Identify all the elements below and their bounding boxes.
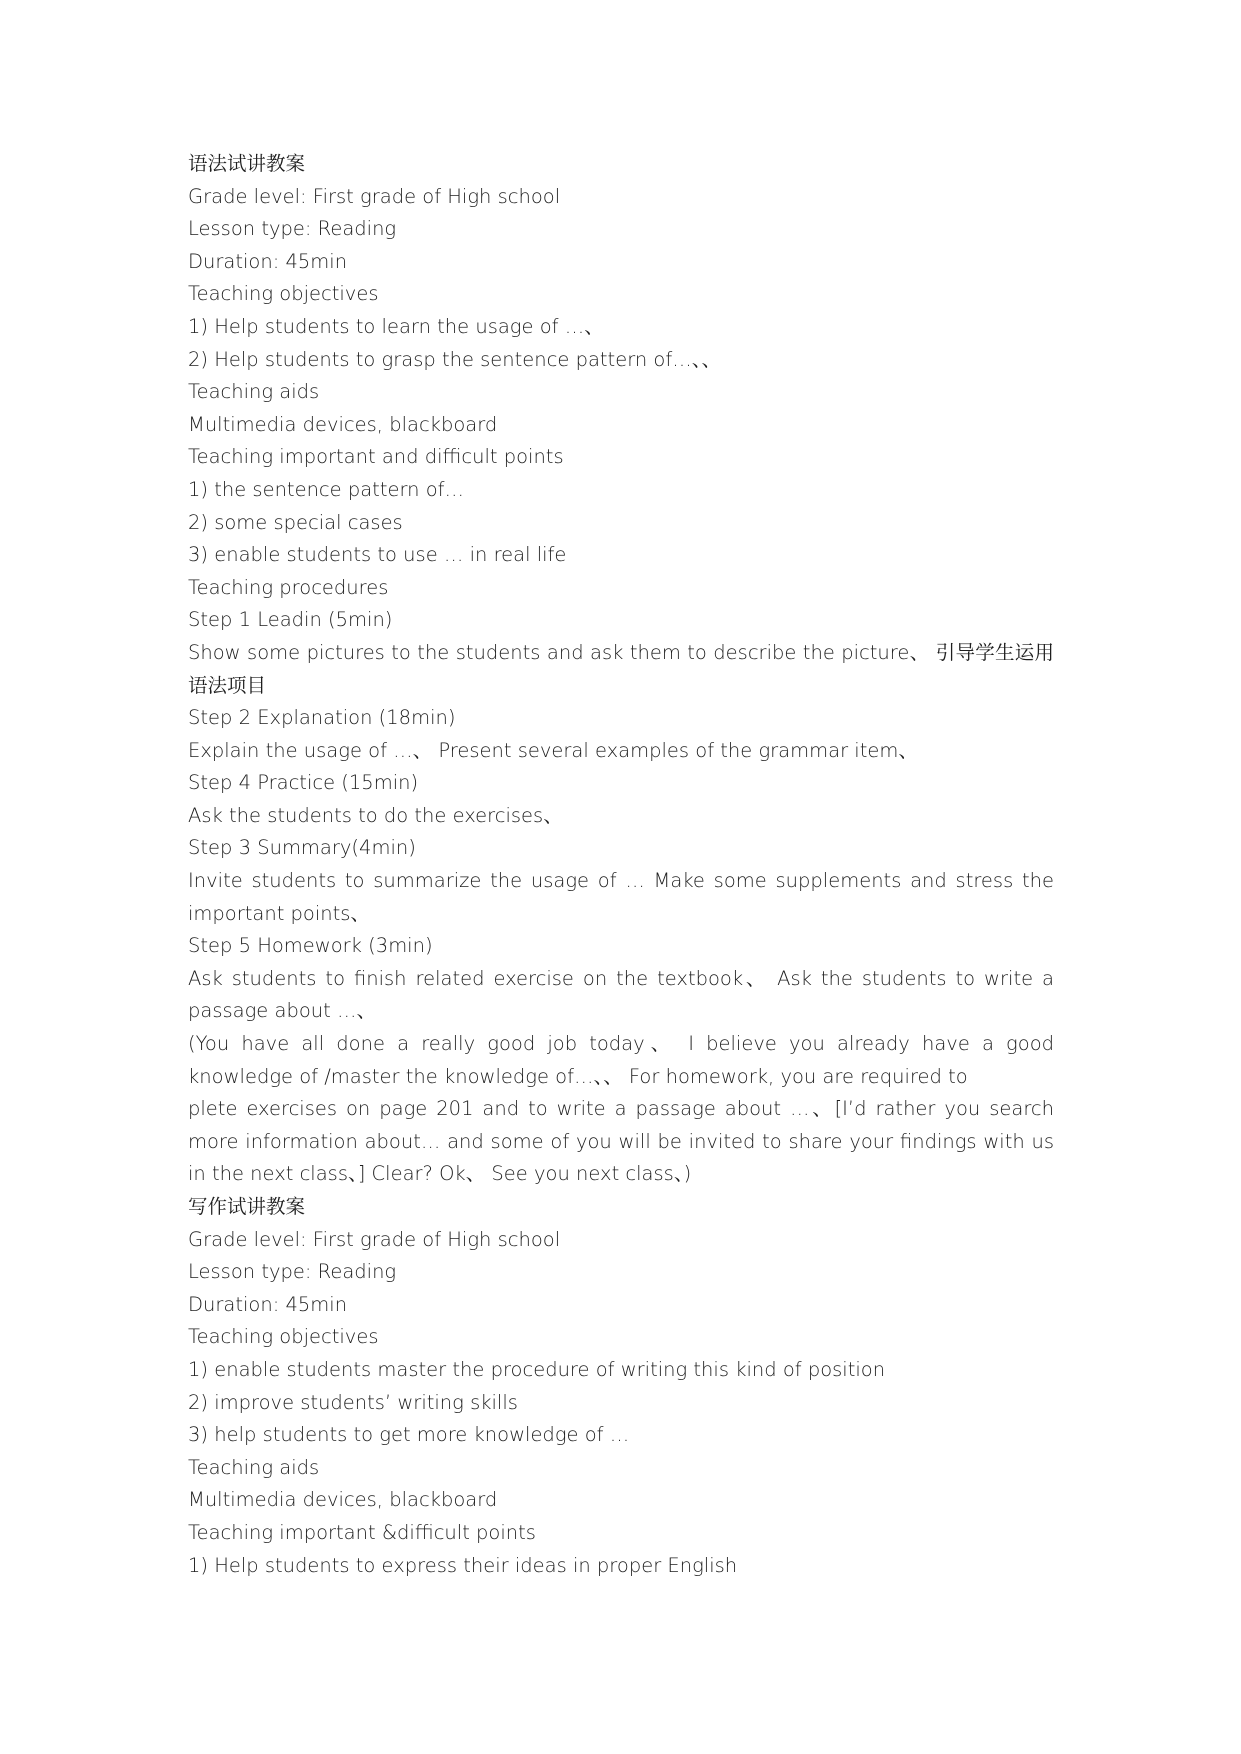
step-description: Show some pictures to the students and ask them to describe the picture、 引导学生运用语法项目 <box>188 640 1054 697</box>
step-heading: Step 4 Practice (15min) <box>188 771 419 795</box>
grade-level: Grade level: First grade of High school <box>188 184 561 208</box>
step-description: Invite students to summarize the usage of … Make some supplements and stress the important points、 <box>188 869 1054 925</box>
objective-item: 2) Help students to grasp the sentence pattern of…、、 <box>188 347 721 371</box>
objective-item: 2) improve students’ writing skills <box>188 1390 518 1414</box>
objective-item: 3) help students to get more knowledge of … <box>188 1423 630 1447</box>
step-heading: Step 3 Summary(4min) <box>188 836 416 860</box>
heading-important-points: Teaching important &difficult points <box>188 1520 536 1544</box>
step-description: Ask students to finish related exercise on the textbook、 Ask the students to write a passage about …、 <box>188 966 1054 1023</box>
section-title-grammar: 语法试讲教案 <box>188 152 306 175</box>
duration: Duration: 45min <box>188 1292 348 1316</box>
step-heading: Step 1 Leadin (5min) <box>188 608 393 632</box>
teacher-speech-continued: plete exercises on page 201 and to write a passage about …、[I’d rather you search more information about… and some of you will be invited to share your findings with us in the next class、] Clear? Ok、 See you next class、) <box>188 1097 1054 1186</box>
lesson-type: Lesson type: Reading <box>188 1260 397 1284</box>
heading-teaching-aids: Teaching aids <box>188 1455 320 1479</box>
heading-important-points: Teaching important and difficult points <box>188 445 564 469</box>
document-page <box>188 148 1054 1582</box>
step-heading: Step 2 Explanation (18min) <box>188 706 456 730</box>
objective-item: 1) Help students to learn the usage of …、 <box>188 314 604 338</box>
heading-teaching-procedures: Teaching procedures <box>188 575 389 599</box>
point-item: 2) some special cases <box>188 510 403 534</box>
heading-teaching-objectives: Teaching objectives <box>188 1325 379 1349</box>
point-item: 1) Help students to express their ideas in proper English <box>188 1553 738 1577</box>
heading-teaching-aids: Teaching aids <box>188 380 320 404</box>
grade-level: Grade level: First grade of High school <box>188 1227 561 1251</box>
step-description: Explain the usage of …、 Present several examples of the grammar item、 <box>188 738 918 762</box>
step-heading: Step 5 Homework (3min) <box>188 934 433 958</box>
step-description: Ask the students to do the exercises、 <box>188 803 563 827</box>
point-item: 1) the sentence pattern of… <box>188 477 464 501</box>
lesson-type: Lesson type: Reading <box>188 217 397 241</box>
teacher-speech: (You have all done a really good job today、 I believe you already have a good knowledge of /master the knowledge of…、、 For homework, you are required to <box>188 1032 1054 1088</box>
teaching-aids-text: Multimedia devices, blackboard <box>188 1488 498 1512</box>
heading-teaching-objectives: Teaching objectives <box>188 282 379 306</box>
objective-item: 1) enable students master the procedure of writing this kind of position <box>188 1357 886 1381</box>
teaching-aids-text: Multimedia devices, blackboard <box>188 412 498 436</box>
point-item: 3) enable students to use … in real life <box>188 543 567 567</box>
duration: Duration: 45min <box>188 249 348 273</box>
section-title-writing: 写作试讲教案 <box>188 1195 306 1218</box>
